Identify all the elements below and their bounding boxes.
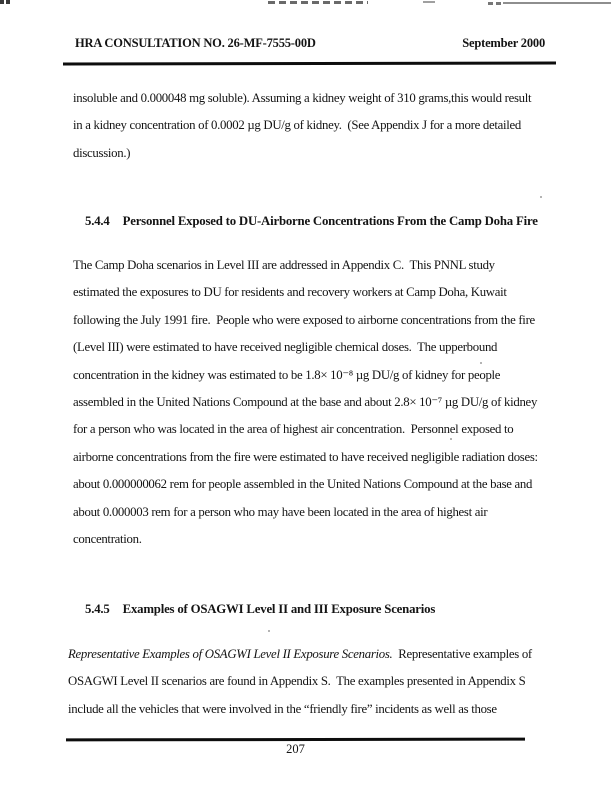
scan-artifact: [268, 1, 368, 4]
text-line: concentration.: [73, 531, 142, 546]
scan-artifact: [423, 1, 435, 3]
text-line: about 0.000000062 rem for people assembled in the United Nations Compound at the base and: [73, 477, 533, 492]
paragraph-osagwi-examples: [68, 641, 532, 723]
section-number: 5.4.4: [85, 214, 110, 228]
section-heading-5-4-4: [73, 199, 538, 244]
text-line: in a kidney concentration of 0.0002 µg DU/g of kidney. (See Appendix J for a more detailed: [73, 118, 521, 133]
text-line: concentration in the kidney was estimated to be 1.8× 10⁻⁸ µg DU/g of kidney for people: [73, 367, 501, 382]
paragraph-camp-doha-fire: [73, 252, 538, 553]
paragraph-kidney-concentration: [73, 85, 531, 167]
text-line: for a person who was located in the area of highest air concentration. Personnel exposed to: [73, 422, 514, 437]
scan-artifact: [488, 2, 503, 5]
text-line: (Level III) were estimated to have received negligible chemical doses. The upperbound: [73, 340, 498, 355]
header-date: September 2000: [462, 36, 545, 50]
text-line: discussion.): [73, 145, 131, 160]
scan-artifact: [503, 2, 611, 4]
italic-lead: Representative Examples of OSAGWI Level II Exposure Scenarios.: [68, 647, 393, 661]
text-line: about 0.000003 rem for a person who may have been located in the area of highest air: [73, 504, 488, 519]
footer-rule: [66, 738, 525, 742]
section-number: 5.4.5: [85, 602, 110, 616]
text-line: The Camp Doha scenarios in Level III are addressed in Appendix C. This PNNL study: [73, 258, 495, 272]
text-line: include all the vehicles that were involved in the “friendly fire” incidents as well as those: [68, 701, 497, 716]
text-line: OSAGWI Level II scenarios are found in Appendix S. The examples presented in Appendix S: [68, 674, 526, 689]
page-header: [75, 36, 545, 51]
page-number: 207: [286, 742, 305, 756]
text-line: assembled in the United Nations Compound at the base and about 2.8× 10⁻⁷ µg DU/g of kidney: [73, 394, 538, 409]
scan-artifact: [0, 0, 12, 4]
header-doc-number: HRA CONSULTATION NO. 26-MF-7555-00D: [75, 36, 316, 50]
header-rule: [63, 61, 556, 65]
text-line: estimated the exposures to DU for residents and recovery workers at Camp Doha, Kuwait: [73, 285, 507, 300]
text-line: insoluble and 0.000048 mg soluble). Assuming a kidney weight of 310 grams,this would result: [73, 91, 532, 105]
text-line: [68, 641, 532, 668]
text-line: airborne concentrations from the fire were estimated to have received negligible radiation doses:: [73, 449, 538, 464]
section-heading-5-4-5: [73, 587, 435, 632]
text-line: following the July 1991 fire. People who were exposed to airborne concentrations from the fire: [73, 312, 535, 327]
section-title: Personnel Exposed to DU-Airborne Concentrations From the Camp Doha Fire: [122, 214, 538, 228]
scan-speck: [540, 196, 542, 198]
section-title: Examples of OSAGWI Level II and III Exposure Scenarios: [122, 602, 436, 616]
lead-rest: Representative examples of: [392, 647, 532, 661]
